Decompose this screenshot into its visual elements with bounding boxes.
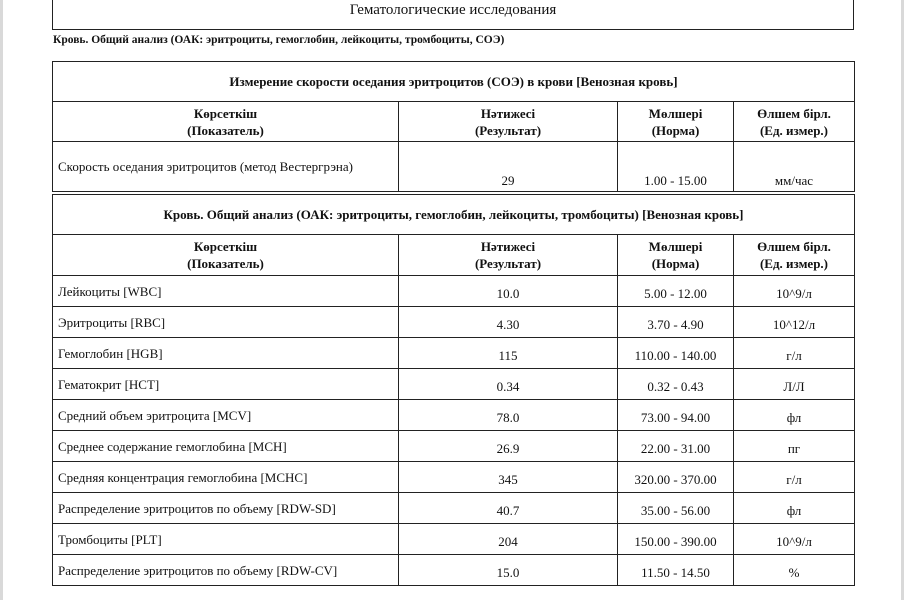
row-name: Лейкоциты [WBC]: [53, 276, 399, 307]
row-unit: г/л: [734, 462, 855, 493]
row-name: Распределение эритроцитов по объему [RDW-CV]: [53, 555, 399, 586]
cbc-table-title: Кровь. Общий анализ (ОАК: эритроциты, гемоглобин, лейкоциты, тромбоциты) [Венозная кровь]: [53, 195, 855, 235]
row-name: Гематокрит [HCT]: [53, 369, 399, 400]
header-result-ru: (Результат): [474, 256, 542, 271]
row-name: Средняя концентрация гемоглобина [MCHC]: [53, 462, 399, 493]
table-row: [53, 276, 855, 307]
header-norm: [618, 102, 734, 142]
header-indicator-ru: (Показатель): [187, 256, 264, 271]
header-unit-kz: Өлшем бірл.: [757, 239, 831, 254]
table-row: [53, 400, 855, 431]
row-result: 26.9: [399, 431, 618, 462]
header-result-kz: Нәтижесі: [480, 239, 536, 254]
table-row: [53, 307, 855, 338]
row-result: 0.34: [399, 369, 618, 400]
row-unit: 10^9/л: [734, 524, 855, 555]
table-row: [53, 524, 855, 555]
esr-row-name: Скорость оседания эритроцитов (метод Вестергрэна): [53, 142, 399, 192]
analysis-subtitle: Кровь. Общий анализ (ОАК: эритроциты, гемоглобин, лейкоциты, тромбоциты, СОЭ): [53, 34, 505, 46]
row-name: Среднее содержание гемоглобина [MCH]: [53, 431, 399, 462]
header-indicator-kz: Көрсеткіш: [193, 105, 258, 121]
table-row: [53, 462, 855, 493]
esr-header-row: [53, 102, 855, 142]
row-unit: фл: [734, 493, 855, 524]
header-result-kz: Нәтижесі: [480, 105, 536, 121]
header-unit-kz: Өлшем бірл.: [757, 105, 831, 121]
esr-row-unit: мм/час: [734, 142, 855, 192]
header-indicator-ru: (Показатель): [187, 122, 264, 138]
cbc-header-row: [53, 235, 855, 276]
esr-row-result: 29: [399, 142, 618, 192]
row-unit: %: [734, 555, 855, 586]
row-norm: 35.00 - 56.00: [618, 493, 734, 524]
table-row: [53, 431, 855, 462]
row-result: 15.0: [399, 555, 618, 586]
row-norm: 320.00 - 370.00: [618, 462, 734, 493]
header-result-ru: (Результат): [474, 122, 542, 138]
header-indicator: [53, 102, 399, 142]
row-name: Эритроциты [RBC]: [53, 307, 399, 338]
row-result: 10.0: [399, 276, 618, 307]
header-norm-kz: Мөлшері: [648, 105, 703, 121]
row-norm: 73.00 - 94.00: [618, 400, 734, 431]
esr-table-title: Измерение скорости оседания эритроцитов (СОЭ) в крови [Венозная кровь]: [53, 62, 855, 102]
esr-table: [52, 61, 855, 192]
row-name: Распределение эритроцитов по объему [RDW-SD]: [53, 493, 399, 524]
header-unit: [734, 102, 855, 142]
table-row: [53, 555, 855, 586]
header-indicator-kz: Көрсеткіш: [193, 239, 258, 254]
row-unit: г/л: [734, 338, 855, 369]
header-unit-ru: (Ед. измер.): [759, 122, 829, 138]
row-result: 345: [399, 462, 618, 493]
header-norm-ru: (Норма): [651, 256, 700, 271]
header-result: [399, 235, 618, 276]
row-unit: 10^12/л: [734, 307, 855, 338]
row-norm: 150.00 - 390.00: [618, 524, 734, 555]
section-header-box: [52, 0, 854, 30]
row-norm: 0.32 - 0.43: [618, 369, 734, 400]
table-row: [53, 493, 855, 524]
row-norm: 110.00 - 140.00: [618, 338, 734, 369]
header-norm-kz: Мөлшері: [648, 239, 703, 254]
row-unit: 10^9/л: [734, 276, 855, 307]
table-row: [53, 338, 855, 369]
header-unit-ru: (Ед. измер.): [759, 256, 829, 271]
row-name: Средний объем эритроцита [MCV]: [53, 400, 399, 431]
esr-row-norm: 1.00 - 15.00: [618, 142, 734, 192]
row-result: 78.0: [399, 400, 618, 431]
esr-row: [53, 142, 855, 192]
row-unit: пг: [734, 431, 855, 462]
row-norm: 11.50 - 14.50: [618, 555, 734, 586]
row-result: 4.30: [399, 307, 618, 338]
header-indicator: [53, 235, 399, 276]
page-edge-left: [0, 0, 3, 600]
row-unit: фл: [734, 400, 855, 431]
cbc-table: [52, 194, 855, 586]
header-result: [399, 102, 618, 142]
row-norm: 3.70 - 4.90: [618, 307, 734, 338]
header-norm: [618, 235, 734, 276]
row-result: 40.7: [399, 493, 618, 524]
header-unit: [734, 235, 855, 276]
row-norm: 5.00 - 12.00: [618, 276, 734, 307]
row-norm: 22.00 - 31.00: [618, 431, 734, 462]
section-title: Гематологические исследования: [349, 2, 557, 18]
row-result: 204: [399, 524, 618, 555]
row-name: Тромбоциты [PLT]: [53, 524, 399, 555]
row-name: Гемоглобин [HGB]: [53, 338, 399, 369]
header-norm-ru: (Норма): [651, 122, 700, 138]
row-result: 115: [399, 338, 618, 369]
table-row: [53, 369, 855, 400]
cbc-table-body: [53, 276, 855, 586]
row-unit: Л/Л: [734, 369, 855, 400]
